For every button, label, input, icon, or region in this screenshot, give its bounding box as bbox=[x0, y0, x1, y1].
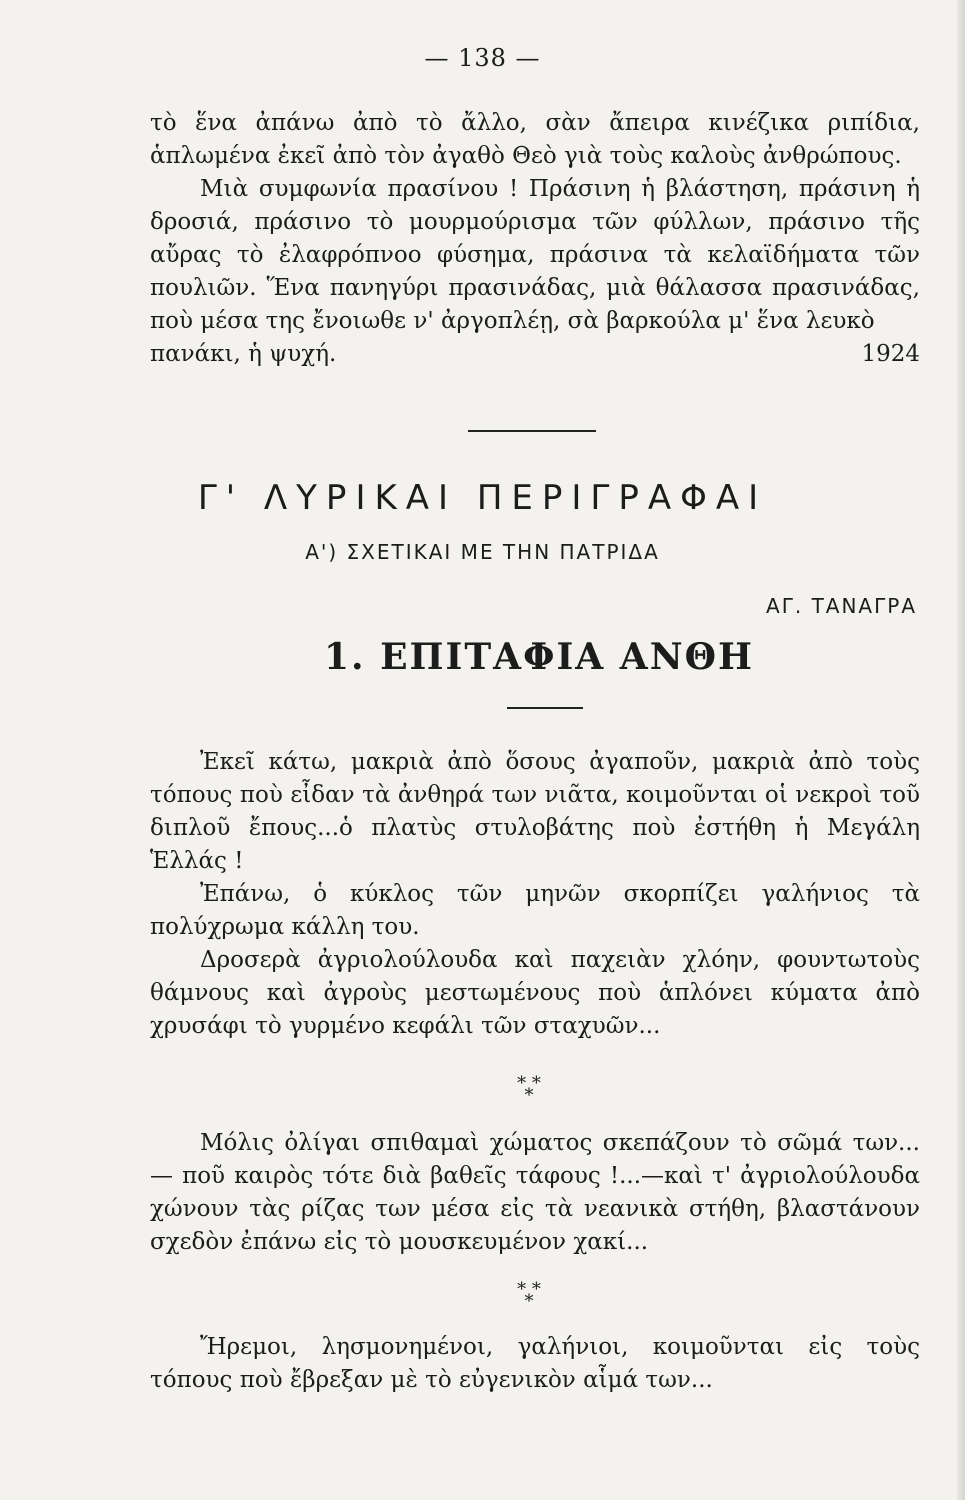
asterism-stars-2: * * * bbox=[517, 1279, 541, 1312]
section-title: Γ' ΛΥΡΙΚΑΙ ΠΕΡΙΓΡΑΦΑΙ bbox=[197, 478, 768, 518]
body-block-1 bbox=[150, 746, 920, 1043]
author: ΑΓ. ΤΑΝΑΓΡΑ bbox=[766, 594, 917, 618]
divider-bottom bbox=[507, 707, 583, 709]
year: 1924 bbox=[861, 341, 920, 367]
body-paragraph-2: Ἐπάνω, ὁ κύκλος τῶν μηνῶν σκορπίζει γαλήνιος τὰ πολύχρωμα κάλλη του. bbox=[150, 881, 920, 940]
opening-paragraph-2: Μιὰ συμφωνία πρασίνου ! Πράσινη ἡ βλάστηση, πράσινη ἡ δροσιά, πράσινο τὸ μουρμούρισμα τῶν φύλλων, πράσινο τῆς αὔρας τὸ ἐλαφρόπνοο φύσημα, πράσινα τὰ κελαϊδήματα τῶν πουλιῶν. Ἕνα πανηγύρι πρασινάδας, μιὰ θάλασσα πρασινάδας, ποὺ μέσα της ἔνοιωθε ν' ἀργοπλέῃ, σὰ βαρκούλα μ' ἕνα λευκὸ bbox=[150, 176, 920, 334]
opening-paragraph-1: τὸ ἕνα ἀπάνω ἀπὸ τὸ ἄλλο, σὰν ἄπειρα κινέζικα ριπίδια, ἁπλωμένα ἐκεῖ ἀπὸ τὸν ἀγαθὸ Θεὸ γιὰ τοὺς καλοὺς ἀνθρώπους. bbox=[150, 110, 920, 169]
body-block-2 bbox=[150, 1127, 920, 1259]
closing-line bbox=[150, 338, 920, 371]
body-paragraph-1: Ἐκεῖ κάτω, μακριὰ ἀπὸ ὅσους ἀγαποῦν, μακριὰ ἀπὸ τοὺς τόπους ποὺ εἶδαν τὰ ἀνθηρά των νιᾶτα, κοιμοῦνται οἱ νεκροὶ τοῦ διπλοῦ ἔπους...ὁ πλατὺς στυλοβάτης ποὺ ἐστήθη ἡ Μεγάλη Ἑλλάς ! bbox=[150, 749, 920, 874]
body-paragraph-5: Ἤρεμοι, λησμονημένοι, γαλήνιοι, κοιμοῦνται εἰς τοὺς τόπους ποὺ ἔβρεξαν μὲ τὸ εὐγενικὸν αἷμά των... bbox=[150, 1334, 920, 1393]
page-edge bbox=[957, 0, 965, 1500]
closing-text: πανάκι, ἡ ψυχή. bbox=[150, 341, 337, 367]
asterism-2 bbox=[0, 1279, 965, 1312]
asterism-stars-1: * * * bbox=[517, 1073, 541, 1106]
page-number: — 138 — bbox=[424, 44, 541, 72]
asterism-1 bbox=[0, 1073, 965, 1106]
body-paragraph-4: Μόλις ὀλίγαι σπιθαμαὶ χώματος σκεπάζουν τὸ σῶμά των...— ποῦ καιρὸς τότε διὰ βαθεῖς τάφους !...—καὶ τ' ἀγριολούλουδα χώνουν τὰς ρίζας των μέσα εἰς τὰ νεανικὰ στήθη, βλαστάνουν σχεδὸν ἐπάνω εἰς τὸ μουσκευμένον χακί... bbox=[150, 1130, 920, 1255]
body-block-3 bbox=[150, 1331, 920, 1397]
opening-text bbox=[150, 107, 920, 371]
body-paragraph-3: Δροσερὰ ἀγριολούλουδα καὶ παχειὰν χλόην, φουντωτοὺς θάμνους καὶ ἀγροὺς μεστωμένους ποὺ ἁπλόνει κύματα ἀπὸ χρυσάφι τὸ γυρμένο κεφάλι τῶν σταχυῶν... bbox=[150, 947, 920, 1039]
divider-top bbox=[468, 430, 596, 432]
poem-title: 1. ΕΠΙΤΑΦΙΑ ΑΝΘΗ bbox=[324, 636, 754, 678]
section-subtitle: Α') ΣΧΕΤΙΚΑΙ ΜΕ ΤΗΝ ΠΑΤΡΙΔΑ bbox=[305, 540, 660, 564]
